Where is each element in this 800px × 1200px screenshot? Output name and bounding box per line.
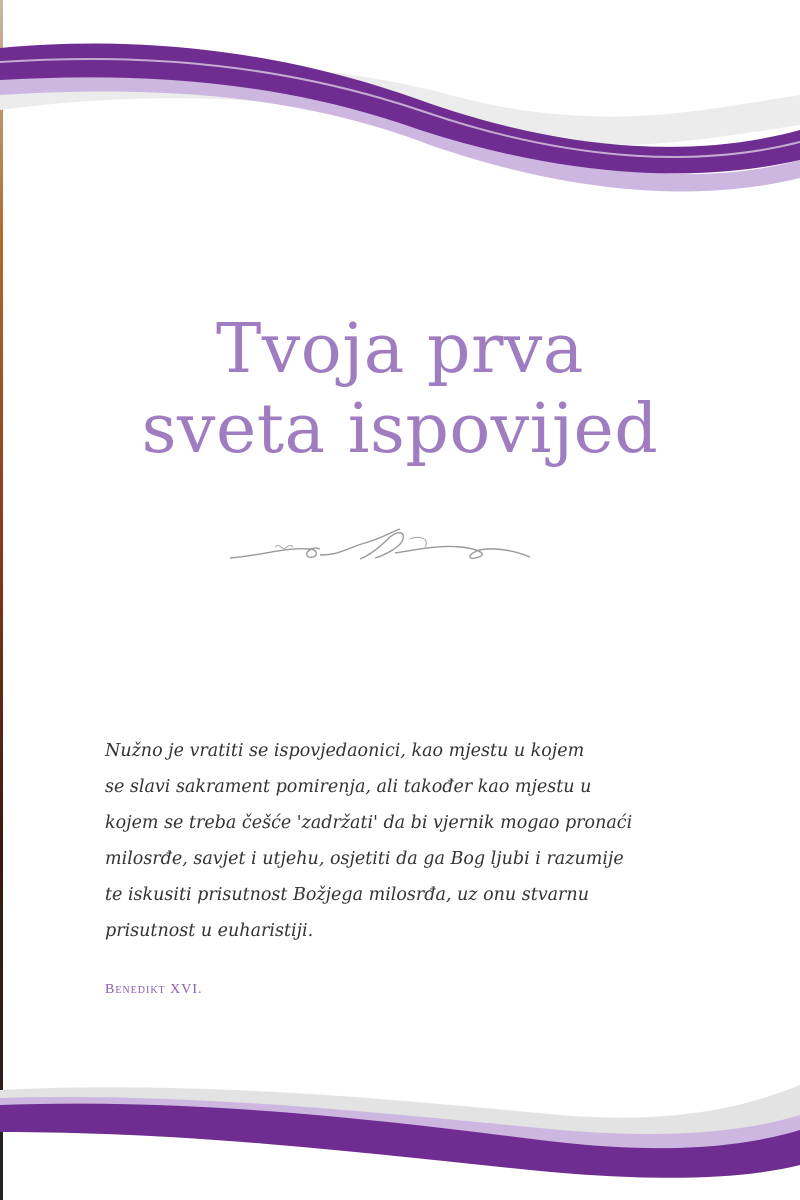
quote-block: [105, 733, 685, 949]
quote-line: kojem se treba češće 'zadržati' da bi vjernik mogao pronaći: [105, 813, 633, 833]
quote-author: Benedikt XVI.: [105, 982, 203, 997]
quote-line: te iskusiti prisutnost Božjega milosrđa, uz onu stvarnu: [105, 885, 589, 905]
quote-line: prisutnost u euharistiji.: [105, 921, 314, 941]
quote-line: milosrđe, savjet i utjehu, osjetiti da ga Bog ljubi i razumije: [105, 849, 624, 869]
flourish-ornament-icon: [225, 525, 535, 570]
title-line-2: sveta ispovijed: [141, 390, 659, 469]
book-title: [0, 310, 800, 470]
quote-line: Nužno je vratiti se ispovjedaonici, kao mjestu u kojem: [105, 741, 585, 761]
title-line-1: Tvoja prva: [216, 310, 584, 389]
quote-line: se slavi sakrament pomirenja, ali također kao mjestu u: [105, 777, 592, 797]
bottom-wave-decoration: [0, 1060, 800, 1200]
top-wave-decoration: [0, 0, 800, 230]
